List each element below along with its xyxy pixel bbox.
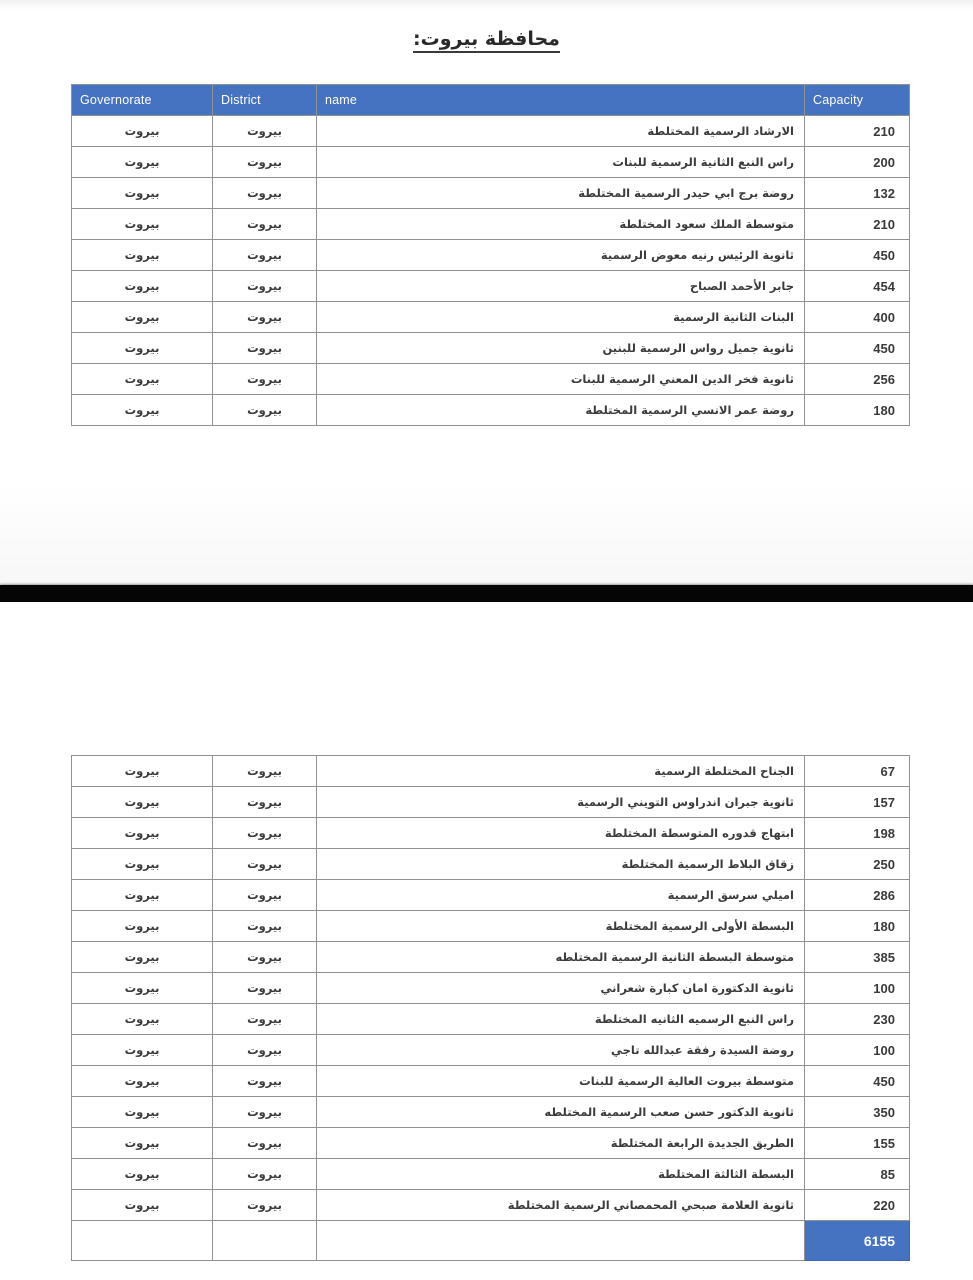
table-row[interactable] [72,271,910,302]
column-header-governorate[interactable]: Governorate [72,85,213,116]
cell-school-name: متوسطة البسطة الثانية الرسمية المختلطه [317,942,805,973]
cell-school-name: ثانوية العلامة صبحي المحمصاني الرسمية المختلطة [317,1190,805,1221]
table-row[interactable] [72,849,910,880]
cell-capacity: 450 [805,240,910,271]
page-title [0,28,973,50]
cell-district: بيروت [213,209,317,240]
cell-district: بيروت [213,942,317,973]
cell-school-name: ثانوية الرئيس رنيه معوض الرسمية [317,240,805,271]
cell-governorate: بيروت [72,240,213,271]
cell-capacity: 100 [805,1035,910,1066]
cell-district: بيروت [213,364,317,395]
table-row[interactable] [72,911,910,942]
cell-district: بيروت [213,116,317,147]
cell-district: بيروت [213,178,317,209]
cell-governorate: بيروت [72,178,213,209]
cell-district: بيروت [213,818,317,849]
cell-district: بيروت [213,302,317,333]
cell-governorate: بيروت [72,787,213,818]
cell-school-name: زقاق البلاط الرسمية المختلطة [317,849,805,880]
cell-capacity: 100 [805,973,910,1004]
cell-capacity: 230 [805,1004,910,1035]
cell-school-name: ثانوية جبران اندراوس التويني الرسمية [317,787,805,818]
cell-governorate: بيروت [72,1066,213,1097]
table-row[interactable] [72,1066,910,1097]
cell-capacity: 180 [805,395,910,426]
cell-school-name: ثانوية جميل رواس الرسمية للبنين [317,333,805,364]
table-body-top [72,116,910,426]
column-header-district[interactable]: District [213,85,317,116]
cell-governorate: بيروت [72,147,213,178]
cell-district: بيروت [213,395,317,426]
table-row[interactable] [72,209,910,240]
table-row[interactable] [72,1035,910,1066]
cell-district: بيروت [213,911,317,942]
cell-district: بيروت [213,849,317,880]
cell-governorate: بيروت [72,271,213,302]
cell-school-name: جابر الأحمد الصباح [317,271,805,302]
cell-capacity: 385 [805,942,910,973]
cell-capacity: 454 [805,271,910,302]
table-header [72,85,910,116]
cell-district: بيروت [213,333,317,364]
cell-school-name: الارشاد الرسمية المختلطة [317,116,805,147]
cell-school-name: البنات الثانية الرسمية [317,302,805,333]
table-row[interactable] [72,240,910,271]
cell-district: بيروت [213,1128,317,1159]
cell-capacity: 198 [805,818,910,849]
table-row[interactable] [72,818,910,849]
page-title-text: محافظة بيروت: [413,28,560,53]
cell-school-name: الطريق الجديدة الرابعة المختلطة [317,1128,805,1159]
cell-district: بيروت [213,1035,317,1066]
cell-governorate: بيروت [72,209,213,240]
table-row[interactable] [72,1004,910,1035]
page-top-edge [0,0,973,10]
cell-capacity: 85 [805,1159,910,1190]
cell-capacity: 350 [805,1097,910,1128]
cell-district: بيروت [213,880,317,911]
cell-capacity: 256 [805,364,910,395]
cell-capacity: 157 [805,787,910,818]
cell-governorate: بيروت [72,756,213,787]
cell-governorate: بيروت [72,1190,213,1221]
cell-capacity: 450 [805,333,910,364]
cell-school-name: البسطة الثالثة المختلطة [317,1159,805,1190]
cell-governorate: بيروت [72,911,213,942]
table-row[interactable] [72,756,910,787]
cell-governorate: بيروت [72,1004,213,1035]
cell-district: بيروت [213,973,317,1004]
cell-school-name: ثانوية الدكتورة امان كبارة شعراني [317,973,805,1004]
table-row[interactable] [72,942,910,973]
cell-governorate: بيروت [72,1159,213,1190]
cell-district: بيروت [213,271,317,302]
cell-capacity: 286 [805,880,910,911]
cell-governorate: بيروت [72,395,213,426]
table-row[interactable] [72,116,910,147]
cell-district: بيروت [213,1097,317,1128]
cell-school-name: اميلي سرسق الرسمية [317,880,805,911]
table-row[interactable] [72,880,910,911]
cell-school-name: ابتهاج قدوره المتوسطة المختلطة [317,818,805,849]
table-header-row [72,85,910,116]
column-header-name[interactable]: name [317,85,805,116]
cell-district: بيروت [213,1004,317,1035]
cell-district: بيروت [213,756,317,787]
cell-school-name: الجناح المختلطة الرسمية [317,756,805,787]
table-body-bottom [72,756,910,1261]
cell-capacity: 180 [805,911,910,942]
column-header-capacity[interactable]: Capacity [805,85,910,116]
table-row[interactable] [72,178,910,209]
cell-district: بيروت [213,1159,317,1190]
table-row[interactable] [72,364,910,395]
cell-school-name: راس النبع الرسميه الثانيه المختلطة [317,1004,805,1035]
cell-district: بيروت [213,240,317,271]
page-separator-band [0,585,973,602]
cell-governorate: بيروت [72,116,213,147]
table-total-row [72,1221,910,1261]
table-row[interactable] [72,395,910,426]
cell-school-name: راس النبع الثانية الرسمية للبنات [317,147,805,178]
cell-school-name: متوسطة الملك سعود المختلطة [317,209,805,240]
table-row[interactable] [72,973,910,1004]
table-row[interactable] [72,333,910,364]
cell-governorate: بيروت [72,1035,213,1066]
cell-capacity: 132 [805,178,910,209]
table-row[interactable] [72,1190,910,1221]
total-cell-governorate [72,1221,213,1261]
cell-school-name: ثانوية فخر الدين المعني الرسمية للبنات [317,364,805,395]
cell-governorate: بيروت [72,333,213,364]
total-cell-name [317,1221,805,1261]
total-capacity-value: 6155 [805,1221,910,1261]
table-row[interactable] [72,1128,910,1159]
cell-capacity: 67 [805,756,910,787]
cell-school-name: متوسطة بيروت العالية الرسمية للبنات [317,1066,805,1097]
cell-governorate: بيروت [72,302,213,333]
cell-capacity: 155 [805,1128,910,1159]
cell-school-name: روضة عمر الانسي الرسمية المختلطة [317,395,805,426]
cell-school-name: روضة السيدة رفقة عبدالله تاجي [317,1035,805,1066]
cell-capacity: 450 [805,1066,910,1097]
cell-capacity: 200 [805,147,910,178]
cell-governorate: بيروت [72,818,213,849]
table-row[interactable] [72,1159,910,1190]
table-row[interactable] [72,1097,910,1128]
table-row[interactable] [72,302,910,333]
cell-governorate: بيروت [72,942,213,973]
cell-district: بيروت [213,1066,317,1097]
total-cell-district [213,1221,317,1261]
table-row[interactable] [72,787,910,818]
cell-capacity: 250 [805,849,910,880]
cell-governorate: بيروت [72,364,213,395]
cell-capacity: 210 [805,209,910,240]
cell-governorate: بيروت [72,880,213,911]
cell-district: بيروت [213,787,317,818]
cell-governorate: بيروت [72,1128,213,1159]
schools-table-top [71,84,910,426]
cell-governorate: بيروت [72,1097,213,1128]
cell-capacity: 210 [805,116,910,147]
table-row[interactable] [72,147,910,178]
cell-governorate: بيروت [72,849,213,880]
cell-district: بيروت [213,147,317,178]
cell-school-name: روضة برج ابي حيدر الرسمية المختلطة [317,178,805,209]
cell-school-name: ثانوية الدكتور حسن صعب الرسمية المختلطه [317,1097,805,1128]
cell-capacity: 220 [805,1190,910,1221]
schools-table-bottom [71,755,910,1261]
cell-district: بيروت [213,1190,317,1221]
cell-school-name: البسطة الأولى الرسمية المختلطة [317,911,805,942]
cell-governorate: بيروت [72,973,213,1004]
cell-capacity: 400 [805,302,910,333]
